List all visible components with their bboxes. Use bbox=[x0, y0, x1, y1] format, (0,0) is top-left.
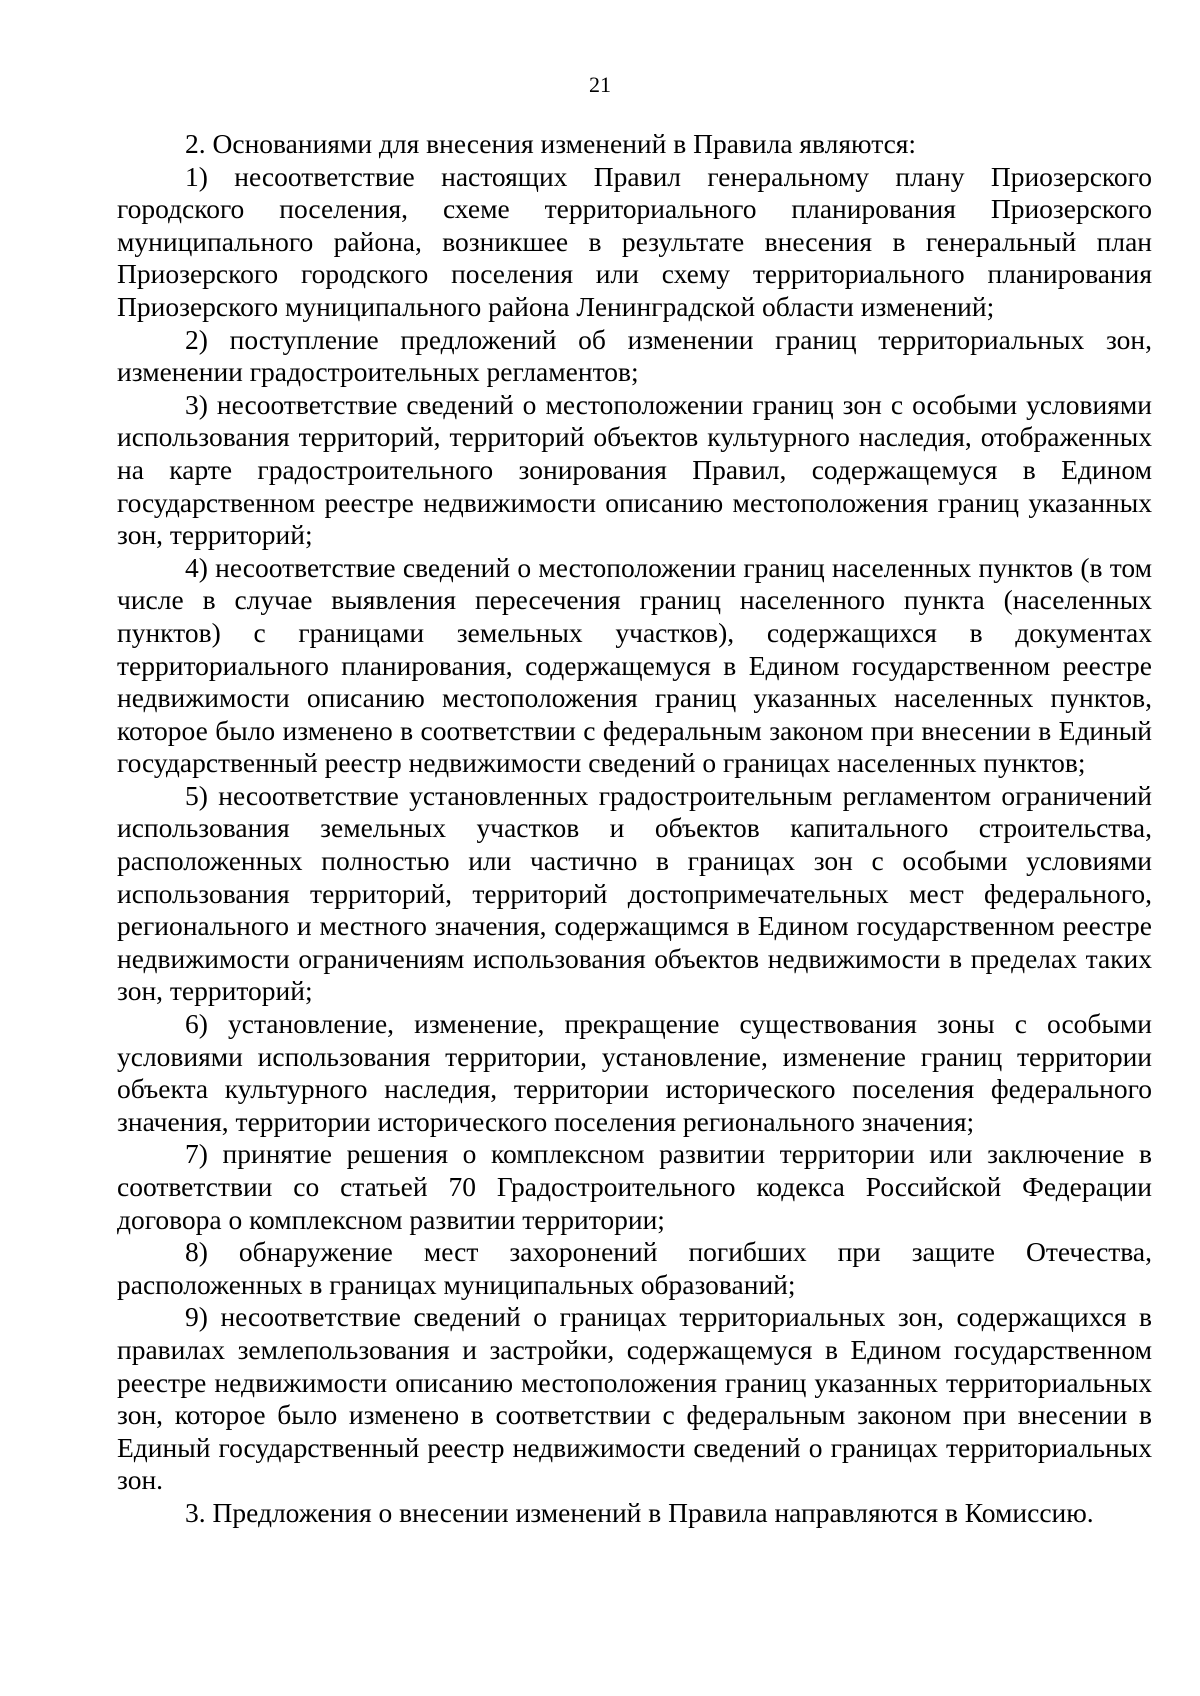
paragraph-subitem-4: 4) несоответствие сведений о местоположении границ населенных пунктов (в том числе в случае выявления пересечения границ населенного пункта (населенных пунктов) с границами земельных участков), содержащихся в документах территориального планирования, содержащемуся в Едином государственном реестре недвижимости описанию местоположения границ указанных населенных пунктов, которое было изменено в соответствии с федеральным законом при внесении в Единый государственный реестр недвижимости сведений о границах населенных пунктов; bbox=[117, 551, 1152, 779]
paragraph-subitem-6: 6) установление, изменение, прекращение существования зоны с особыми условиями использования территории, установление, изменение границ территории объекта культурного наследия, территории исторического поселения федерального значения, территории исторического поселения регионального значения; bbox=[117, 1008, 1152, 1137]
paragraph-subitem-3: 3) несоответствие сведений о местоположении границ зон с особыми условиями использования территорий, территорий объектов культурного наследия, отображенных на карте градостроительного зонирования Правил, содержащемуся в Едином государственном реестре недвижимости описанию местоположения границ указанных зон, территорий; bbox=[117, 388, 1152, 551]
paragraph-subitem-9: 9) несоответствие сведений о границах территориальных зон, содержащихся в правилах землепользования и застройки, содержащемуся в Едином государственном реестре недвижимости описанию местоположения границ указанных территориальных зон, которое было изменено в соответствии с федеральным законом при внесении в Единый государственный реестр недвижимости сведений о границах территориальных зон. bbox=[117, 1301, 1152, 1496]
page-number: 21 bbox=[589, 72, 611, 97]
paragraph-item-2: 2. Основаниями для внесения изменений в Правила являются: bbox=[185, 128, 917, 159]
paragraph-subitem-8: 8) обнаружение мест захоронений погибших при защите Отечества, расположенных в границах муниципальных образований; bbox=[117, 1236, 1152, 1300]
paragraph-item-3: 3. Предложения о внесении изменений в Правила направляются в Комиссию. bbox=[185, 1496, 1094, 1528]
document-body bbox=[117, 128, 1152, 1530]
paragraph-subitem-1: 1) несоответствие настоящих Правил генеральному плану Приозерского городского поселения, схеме территориального планирования Приозерского муниципального района, возникшее в результате внесения в генеральный план Приозерского городского поселения или схему территориального планирования Приозерского муниципального района Ленинградской области изменений; bbox=[117, 160, 1152, 322]
paragraph-subitem-7: 7) принятие решения о комплексном развитии территории или заключение в соответствии со статьей 70 Градостроительного кодекса Российской Федерации договора о комплексном развитии территории; bbox=[117, 1138, 1152, 1235]
paragraph-subitem-2: 2) поступление предложений об изменении границ территориальных зон, изменении градостроительных регламентов; bbox=[117, 323, 1152, 388]
paragraph-subitem-5: 5) несоответствие установленных градостроительным регламентом ограничений использования земельных участков и объектов капитального строительства, расположенных полностью или частично в границах зон с особыми условиями использования территорий, территорий достопримечательных мест федерального, регионального и местного значения, содержащимся в Едином государственном реестре недвижимости ограничениям использования объектов недвижимости в пределах таких зон, территорий; bbox=[117, 779, 1152, 1007]
